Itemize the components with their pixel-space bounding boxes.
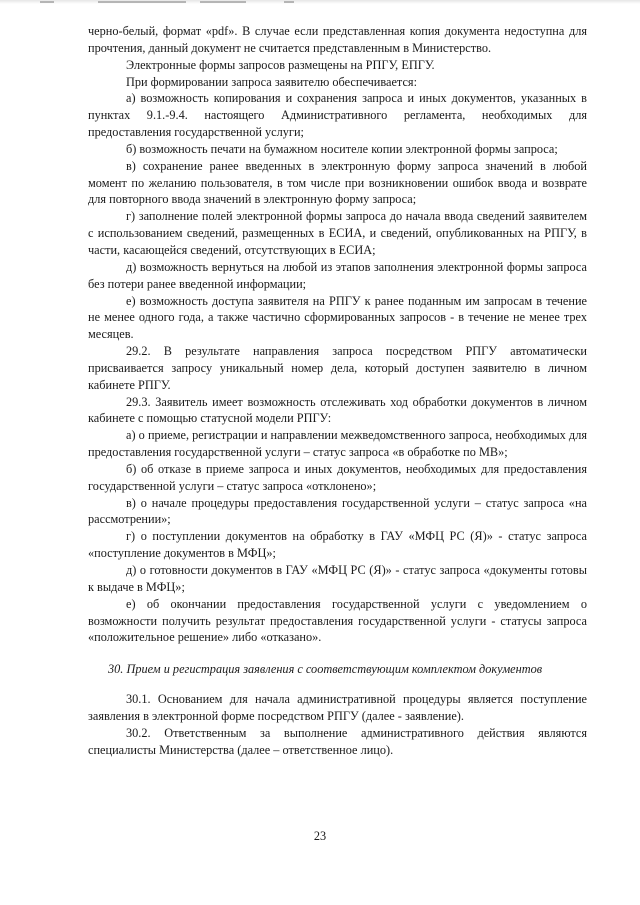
- scan-artifact-marks: [40, 1, 640, 4]
- paragraph: г) заполнение полей электронной формы запроса до начала ввода сведений заявителем с использованием сведений, размещенных в ЕСИА, и сведений, опубликованных на РПГУ, в части, касающейся сведений, отсутствующих в ЕСИА;: [88, 209, 587, 257]
- section-heading: 30. Прием и регистрация заявления с соответствующим комплектом документов: [108, 662, 543, 677]
- paragraph: б) об отказе в приеме запроса и иных документов, необходимых для предоставления государственной услуги – статус запроса «отклонено»;: [88, 461, 587, 493]
- paragraphs-before-section: [88, 23, 587, 646]
- paragraph: 29.2. В результате направления запроса посредством РПГУ автоматически присваивается запросу уникальный номер дела, который доступен заявителю в личном кабинете РПГУ.: [88, 344, 587, 392]
- paragraph: 30.1. Основанием для начала административной процедуры является поступление заявления в электронной форме посредством РПГУ (далее - заявление).: [88, 692, 587, 723]
- paragraph: черно-белый, формат «pdf». В случае если представленная копия документа недоступна для прочтения, данный документ не считается представленным в Министерство.: [88, 24, 587, 55]
- paragraph: б) возможность печати на бумажном носителе копии электронной формы запроса;: [126, 141, 558, 156]
- paragraph: 29.3. Заявитель имеет возможность отслеживать ход обработки документов в личном кабинете с помощью статусной модели РПГУ:: [88, 394, 587, 426]
- paragraph: г) о поступлении документов на обработку в ГАУ «МФЦ РС (Я)» - статус запроса «поступление документов в МФЦ»;: [88, 529, 587, 561]
- paragraph: в) сохранение ранее введенных в электронную форму запроса значений в любой момент по желанию пользователя, в том числе при возникновении ошибок ввода и возврате для повторного ввода значений в электронную форму запроса;: [88, 158, 587, 207]
- paragraph: а) возможность копирования и сохранения запроса и иных документов, указанных в пунктах 9.1.-9.4. настоящего Административного регламента, необходимых для предоставления государственной услуги;: [88, 91, 587, 140]
- paragraph: д) возможность вернуться на любой из этапов заполнения электронной формы запроса без потери ранее введенной информации;: [88, 259, 587, 291]
- paragraph: Электронные формы запросов размещены на РПГУ, ЕПГУ.: [126, 57, 435, 72]
- paragraph: 30.2. Ответственным за выполнение административного действия являются специалисты Министерства (далее – ответственное лицо).: [88, 725, 587, 757]
- paragraph: При формировании запроса заявителю обеспечивается:: [126, 74, 417, 89]
- paragraph: е) об окончании предоставления государственной услуги с уведомлением о возможности получить результат предоставления государственной услуги - статусы запроса «положительное решение» либо «отказано».: [88, 596, 587, 645]
- paragraphs-after-section: [88, 691, 587, 758]
- paragraph: е) возможность доступа заявителя на РПГУ к ранее поданным им запросам в течение не менее одного года, а также частично сформированных запросов - в течение не менее трех месяцев.: [88, 293, 587, 342]
- paragraph: в) о начале процедуры предоставления государственной услуги – статус запроса «на рассмотрении»;: [88, 495, 587, 527]
- document-body: [88, 23, 587, 758]
- page-number: 23: [313, 829, 327, 843]
- paragraph: д) о готовности документов в ГАУ «МФЦ РС (Я)» - статус запроса «документы готовы к выдаче в МФЦ»;: [88, 563, 587, 594]
- paragraph: а) о приеме, регистрации и направлении межведомственного запроса, необходимых для предоставления государственной услуги – статус запроса «в обработке по МВ»;: [88, 428, 587, 460]
